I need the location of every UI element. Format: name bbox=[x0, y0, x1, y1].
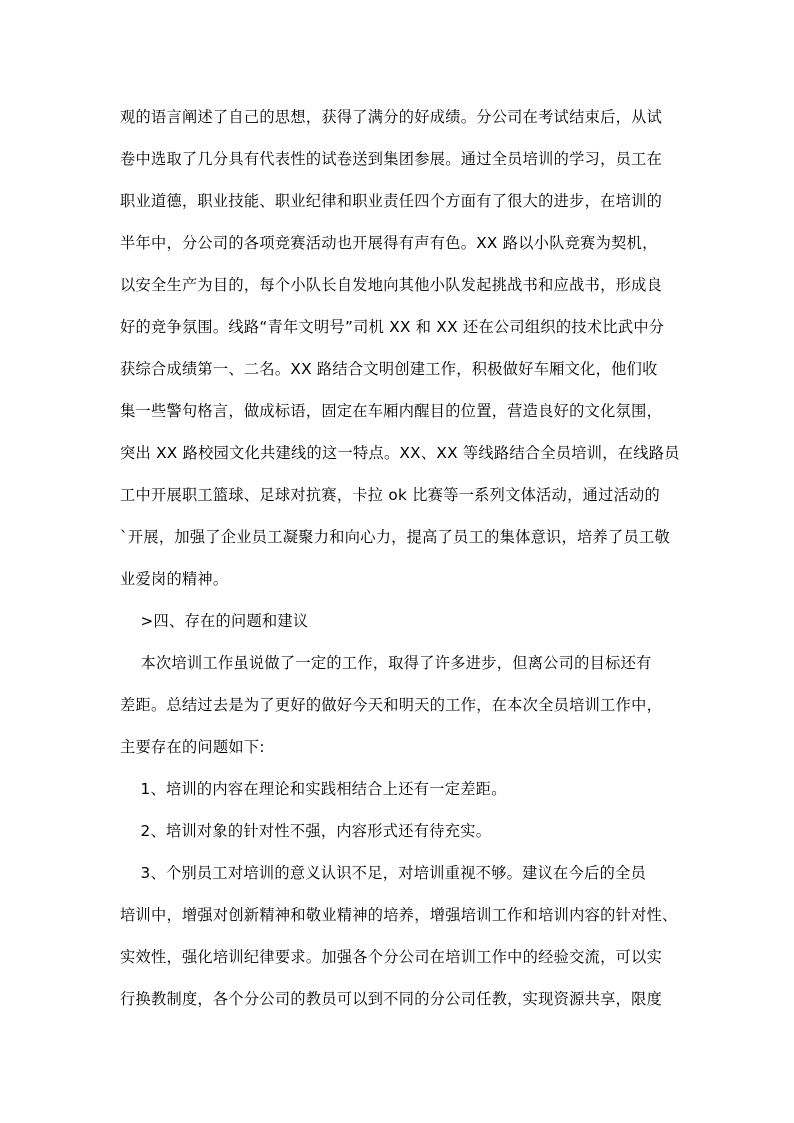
text-line: 职业道德，职业技能、职业纪律和职业责任四个方面有了很大的进步，在培训的 bbox=[120, 192, 663, 210]
text-line: `开展，加强了企业员工凝聚力和向心力，提高了员工的集体意识，培养了员工敬 bbox=[120, 528, 670, 546]
text-line: 卷中选取了几分具有代表性的试卷送到集团参展。通过全员培训的学习，员工在 bbox=[120, 150, 663, 168]
text-line: 获综合成绩第一、二名。XX 路结合文明创建工作，积极做好车厢文化，他们收 bbox=[120, 360, 658, 378]
text-line: 集一些警句格言，做成标语，固定在车厢内醒目的位置，营造良好的文化氛围， bbox=[120, 402, 663, 420]
text-line: 差距。总结过去是为了更好的做好今天和明天的工作，在本次全员培训工作中， bbox=[120, 696, 663, 714]
text-line: 以安全生产为目的，每个小队长自发地向其他小队发起挑战书和应战书，形成良 bbox=[120, 276, 663, 294]
text-line: 行换教制度，各个分公司的教员可以到不同的分公司任教，实现资源共享，限度 bbox=[120, 990, 663, 1008]
text-line: 培训中，增强对创新精神和敬业精神的培养，增强培训工作和培训内容的针对性、 bbox=[120, 906, 678, 924]
text-line: 半年中，分公司的各项竞赛活动也开展得有声有色。XX 路以小队竞赛为契机， bbox=[120, 234, 658, 252]
text-line: 工中开展职工篮球、足球对抗赛，卡拉 ok 比赛等一系列文体活动，通过活动的 bbox=[120, 486, 661, 504]
text-line: 观的语言阐述了自己的思想，获得了满分的好成绩。分公司在考试结束后，从试 bbox=[120, 108, 663, 126]
list-item: 1、培训的内容在理论和实践相结合上还有一定差距。 bbox=[120, 780, 507, 798]
text-line: 好的竞争氛围。线路“青年文明号”司机 XX 和 XX 还在公司组织的技术比武中分 bbox=[120, 318, 665, 336]
text-line: 实效性，强化培训纪律要求。加强各个分公司在培训工作中的经验交流，可以实 bbox=[120, 948, 663, 966]
list-item: 3、个别员工对培训的意义认识不足，对培训重视不够。建议在今后的全员 bbox=[120, 864, 647, 882]
text-line: 主要存在的问题如下: bbox=[120, 738, 265, 756]
text-line: 突出 XX 路校园文化共建线的这一特点。XX、XX 等线路结合全员培训，在线路员 bbox=[120, 444, 680, 462]
text-line: 本次培训工作虽说做了一定的工作，取得了许多进步，但离公司的目标还有 bbox=[120, 654, 652, 672]
list-item: 2、培训对象的针对性不强，内容形式还有待充实。 bbox=[120, 822, 492, 840]
section-heading: >四、存在的问题和建议 bbox=[120, 612, 309, 630]
text-line: 业爱岗的精神。 bbox=[120, 570, 229, 588]
